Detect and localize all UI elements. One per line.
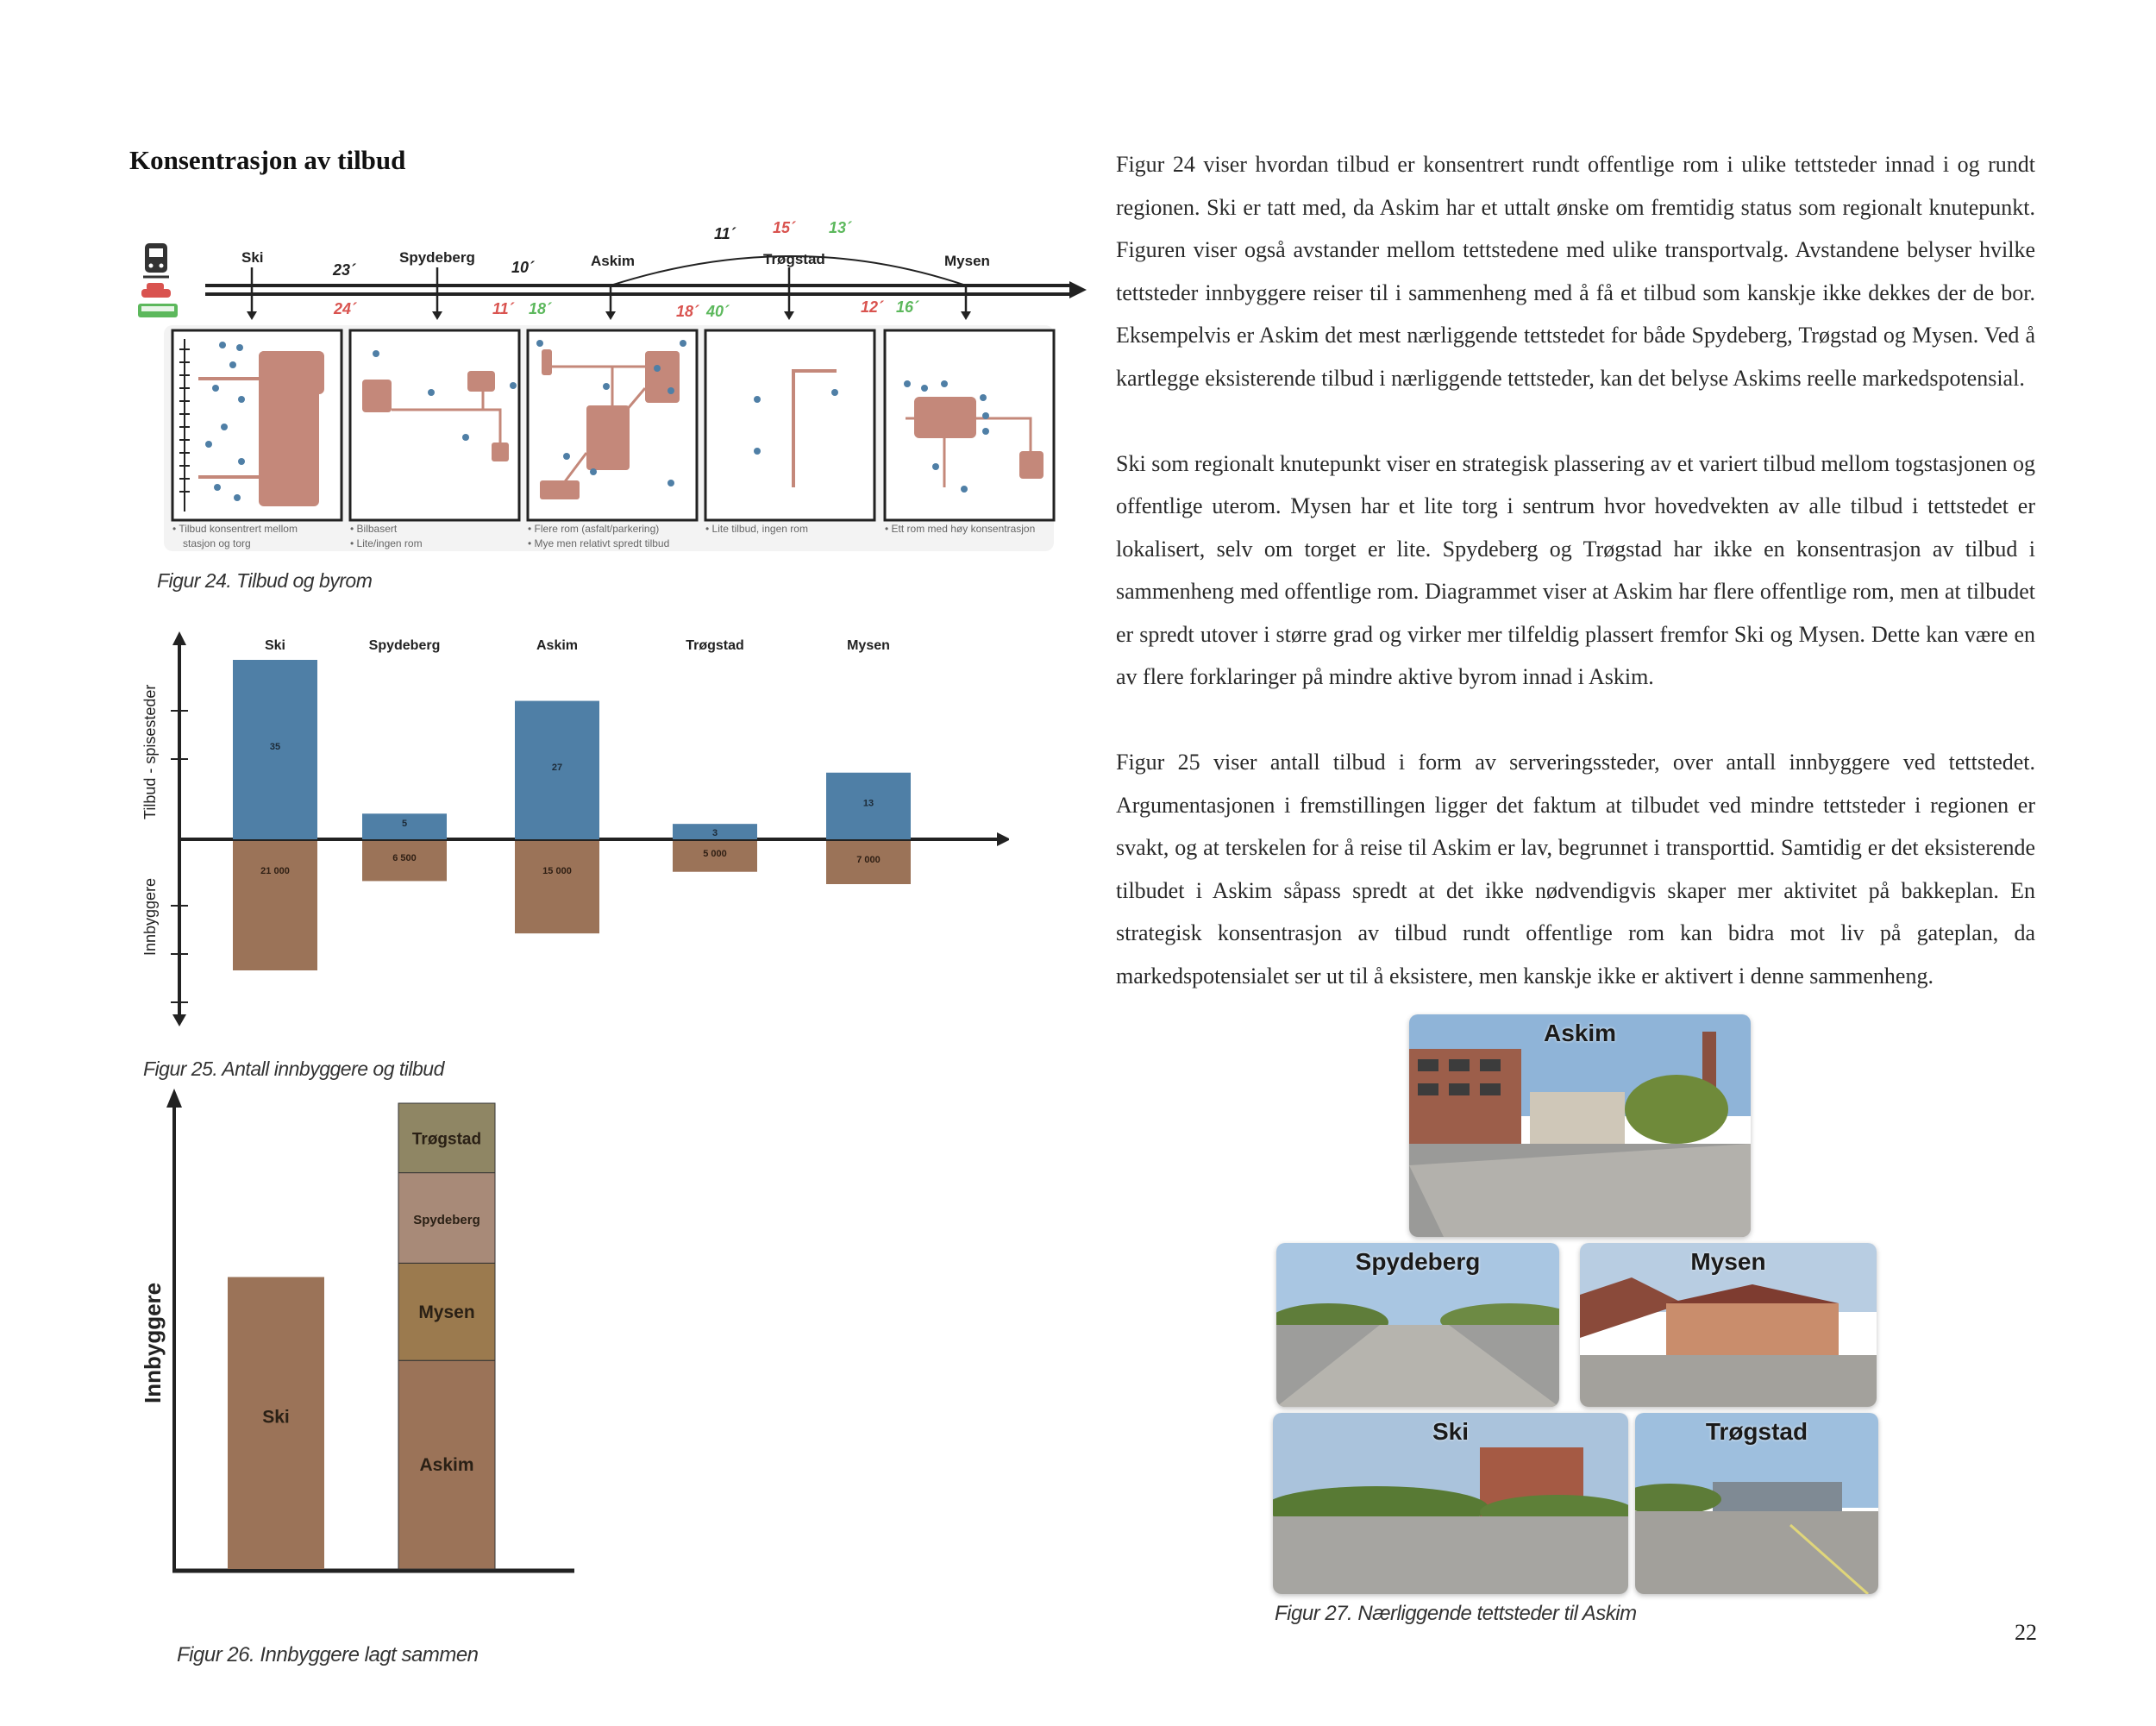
photo-mysen: [1580, 1243, 1877, 1407]
category-label: Ski: [264, 638, 286, 653]
figure-26-caption: Figur 26. Innbyggere lagt sammen: [177, 1643, 479, 1666]
panel-note: Flere rom (asfalt/parkering): [534, 523, 660, 535]
diagram-panel-ski: [172, 330, 342, 520]
panel-note: Mye men relativt spredt tilbud: [534, 537, 670, 549]
travel-time-bus: 16´: [896, 298, 919, 316]
travel-time-car: 11´: [492, 300, 514, 317]
diagram-panel-trogstad: [705, 330, 874, 520]
data-label-innbyggere: 15 000: [542, 866, 572, 876]
bus-icon: [138, 304, 178, 317]
svg-text:• Flere rom (asfalt/parkering): • Flere rom (asfalt/parkering): [528, 523, 660, 535]
category-label: Spydeberg: [368, 638, 441, 653]
panel-note: Ett rom med høy konsentrasjon: [891, 523, 1036, 535]
category-label: Askim: [536, 638, 579, 653]
travel-time-car: 15´: [773, 219, 796, 236]
figure-25: [129, 630, 1009, 1031]
data-label-tilbud: 3: [711, 828, 718, 839]
paragraph: Figur 25 viser antall tilbud i form av serveringssteder, over antall innbyggere ved tettstedet. Argumentasjonen i fremstillingen ligger det faktum at tilbudet ved mindre tettsteder i regionen er svakt, og at terskelen for å reise til Askim er lav, begrunnet i transporttid. Samtidig er det eksisterende tilbudet i Askim såpass spredt at det ikke nødvendigvis skaper mer aktivitet på bakkeplan. En strategisk konsentrasjon av tilbud rundt offentlige rom kan bidra mot liv på gateplan, da markedspotensialet ser ut til å eksistere, men kanskje ikke er aktivert i denne sammenheng.: [1116, 750, 2035, 989]
panel-note: Bilbasert: [356, 523, 398, 535]
y-axis-label: Innbyggere: [140, 1282, 166, 1403]
panel-note: Tilbud konsentrert mellom: [179, 523, 298, 535]
section-heading: Konsentrasjon av tilbud: [129, 145, 406, 175]
bar-label: Ski: [262, 1407, 290, 1428]
travel-time-train: 23´: [333, 261, 356, 279]
travel-time-car: 12´: [861, 298, 884, 316]
travel-time-bus: 40´: [706, 303, 730, 320]
photo-label: Mysen: [1690, 1248, 1766, 1275]
travel-time-bus: 18´: [529, 300, 552, 317]
photo-ski: [1273, 1413, 1628, 1594]
station-label: Spydeberg: [399, 249, 475, 266]
figure-25-caption: Figur 25. Antall innbyggere og tilbud: [143, 1058, 444, 1080]
figure-24-caption: Figur 24. Tilbud og byrom: [157, 569, 373, 592]
photo-trogstad: [1635, 1413, 1878, 1594]
diagram-panel-mysen: [885, 330, 1054, 520]
travel-time-train: 11´: [714, 225, 736, 242]
train-icon: [143, 243, 169, 277]
panel-note: Lite tilbud, ingen rom: [711, 523, 808, 535]
figure-27-caption: Figur 27. Nærliggende tettsteder til Askim: [1275, 1602, 1637, 1625]
photo-askim: [1409, 1014, 1751, 1237]
svg-text:• Lite/ingen rom: • Lite/ingen rom: [350, 537, 423, 549]
data-label-innbyggere: 6 500: [392, 853, 417, 864]
category-label: Mysen: [847, 638, 890, 653]
travel-time-car: 24´: [334, 300, 357, 317]
data-label-tilbud: 27: [551, 762, 563, 773]
data-label-tilbud: 5: [401, 819, 408, 830]
travel-time-bus: 13´: [829, 219, 852, 236]
station-label: Mysen: [944, 253, 990, 269]
data-label-tilbud: 35: [269, 742, 281, 752]
travel-time-train: 10´: [511, 259, 535, 276]
segment-label: Trøgstad: [411, 1130, 482, 1149]
photo-label: Askim: [1543, 1020, 1617, 1046]
category-label: Trøgstad: [686, 638, 744, 653]
travel-time-car: 18´: [676, 303, 699, 320]
station-label: Askim: [591, 253, 636, 269]
photo-label: Ski: [1432, 1418, 1470, 1445]
bar-innbyggere: [233, 841, 317, 970]
figure-26: [129, 1089, 586, 1593]
photo-label: Spydeberg: [1355, 1248, 1481, 1275]
svg-text:• Lite tilbud, ingen rom: • Lite tilbud, ingen rom: [705, 523, 808, 535]
svg-text:• Ett rom med høy konsentrasjo: • Ett rom med høy konsentrasjon: [885, 523, 1036, 535]
station-label: Ski: [241, 249, 264, 266]
segment-label: Mysen: [418, 1302, 475, 1322]
paragraph: Figur 24 viser hvordan tilbud er konsentrert rundt offentlige rom i ulike tettsteder innad i og rundt regionen. Ski er tatt med, da Askim har et uttalt ønske om fremtidig status som regionalt knutepunkt. Figuren viser også avstander mellom tettstedene med ulike transportvalg. Avstandene belyser hvilke tettsteder innbyggere reiser til i sammenheng med å få et tilbud som kanskje ikke dekkes der de bor. Eksempelvis er Askim det mest nærliggende tettstedet for både Spydeberg, Trøgstad og Mysen. Ved å kartlegge eksisterende tilbud i nærliggende tettsteder, kan det belyse Askims reelle markedspotensial.: [1116, 152, 2035, 391]
svg-text:• Tilbud konsentrert mellom: • Tilbud konsentrert mellom: [172, 523, 298, 535]
data-label-innbyggere: 5 000: [703, 848, 727, 859]
diagram-panel-spydeberg: [350, 330, 519, 520]
segment-label: Spydeberg: [413, 1212, 480, 1227]
segment-label: Askim: [419, 1455, 474, 1476]
diagram-panel-askim: [528, 330, 697, 520]
svg-text:• Bilbasert: • Bilbasert: [350, 523, 398, 535]
paragraph: Ski som regionalt knutepunkt viser en strategisk plassering av et variert tilbud mellom togstasjonen og offentlige uterom. Mysen har et lite torg i sentrum hvor hovedvekten av alle tilbud i tettstedet er lokalisert, selv om torget er lite. Spydeberg og Trøgstad har ikke en konsentrasjon av tilbud i sammenheng med offentlige rom. Diagrammet viser at Askim har flere offentlige rom, men at tilbudet er spredt utover i større grad og virker mer tilfeldig plassert fremfor Ski og Mysen. Dette kan være en av flere forklaringer på mindre aktive byrom innad i Askim.: [1116, 450, 2035, 689]
y-axis-label-bottom: Innbyggere: [141, 877, 159, 956]
photo-label: Trøgstad: [1705, 1418, 1808, 1445]
data-label-innbyggere: 7 000: [856, 855, 881, 865]
photo-spydeberg: [1276, 1243, 1559, 1407]
y-axis-label-top: Tilbud - spisesteder: [141, 684, 159, 819]
data-label-tilbud: 13: [862, 798, 874, 809]
svg-text:• Mye men relativt spredt tilb: • Mye men relativt spredt tilbud: [528, 537, 670, 549]
page-number: 22: [2015, 1620, 2037, 1645]
figure-24: [129, 203, 1087, 569]
data-label-innbyggere: 21 000: [260, 866, 290, 876]
panel-note: stasjon og torg: [183, 537, 251, 549]
bar-innbyggere: [515, 841, 599, 933]
car-icon: [141, 283, 171, 298]
station-label: Trøgstad: [763, 251, 825, 267]
panel-note: Lite/ingen rom: [356, 537, 423, 549]
body-text: [1116, 143, 2035, 1040]
